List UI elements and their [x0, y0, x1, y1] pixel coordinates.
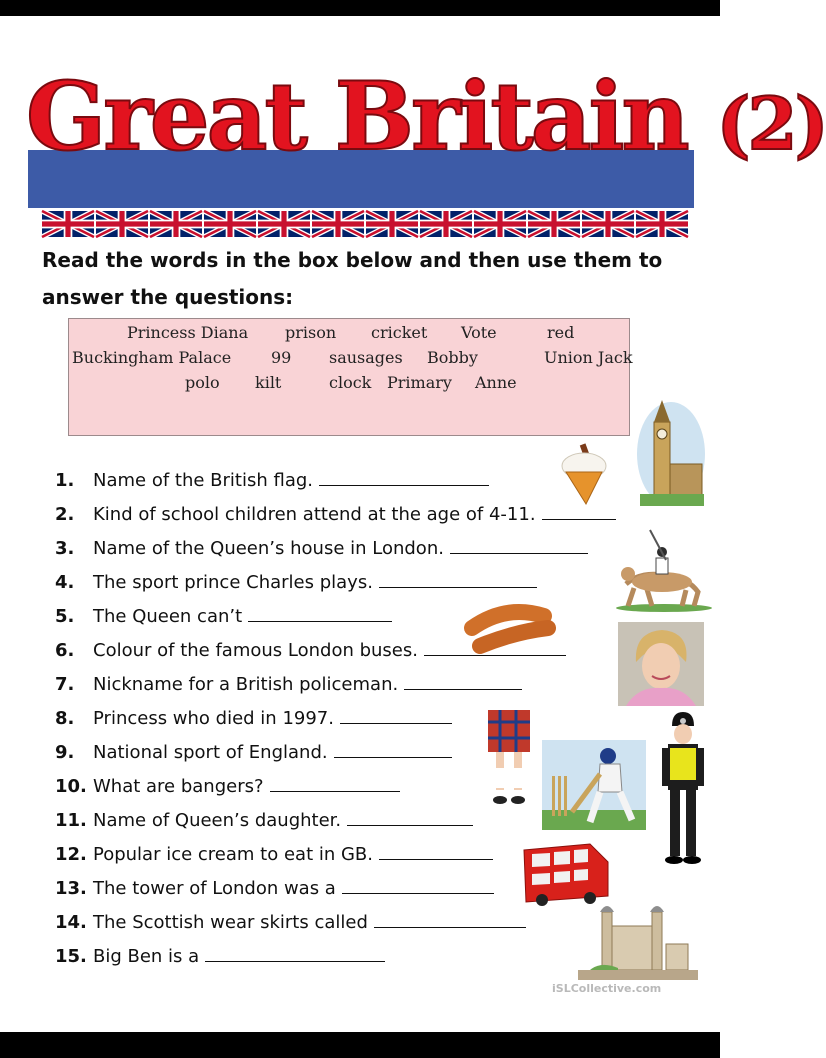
union-jack-flag-icon: [312, 210, 364, 238]
answer-blank[interactable]: [379, 586, 537, 588]
answer-blank[interactable]: [379, 858, 493, 860]
word-box-item: 99: [271, 348, 292, 367]
union-jack-flag-icon: [42, 210, 94, 238]
union-jack-flag-icon: [204, 210, 256, 238]
question-number: 11.: [55, 810, 87, 831]
ice-cream-cone-icon: [560, 442, 610, 506]
union-jack-flag-icon: [474, 210, 526, 238]
answer-blank[interactable]: [342, 892, 494, 894]
answer-blank[interactable]: [334, 756, 452, 758]
top-black-bar: [0, 0, 720, 16]
question-row: [55, 470, 489, 491]
question-text: Princess who died in 1997.: [93, 708, 334, 729]
princess-diana-photo: [618, 622, 704, 706]
instructions: Read the words in the box below and then use them to answer the questions:: [42, 248, 663, 309]
question-row: [55, 674, 522, 695]
union-jack-flag-icon: [150, 210, 202, 238]
question-number: 13.: [55, 878, 87, 899]
question-text: Nickname for a British policeman.: [93, 674, 399, 695]
answer-blank[interactable]: [319, 484, 489, 486]
question-row: [55, 538, 588, 559]
word-box-item: polo: [185, 373, 220, 392]
cricket-player-icon: [542, 740, 646, 830]
credit-watermark: iSLCollective.com: [552, 982, 662, 995]
union-jack-flag-row: [42, 210, 688, 238]
word-box-item: red: [547, 323, 575, 342]
question-row: [55, 844, 493, 865]
question-number: 3.: [55, 538, 75, 559]
word-box-item: Union Jack: [544, 348, 633, 367]
word-box-item: Buckingham Palace: [72, 348, 232, 367]
question-text: Big Ben is a: [93, 946, 200, 967]
question-text: National sport of England.: [93, 742, 328, 763]
word-box-item: Anne: [475, 373, 517, 392]
question-number: 8.: [55, 708, 75, 729]
question-text: The Scottish wear skirts called: [93, 912, 368, 933]
union-jack-flag-icon: [582, 210, 634, 238]
answer-blank[interactable]: [404, 688, 522, 690]
union-jack-flag-icon: [636, 210, 688, 238]
union-jack-flag-icon: [258, 210, 310, 238]
question-number: 2.: [55, 504, 75, 525]
word-box-item: clock: [329, 373, 372, 392]
question-number: 10.: [55, 776, 87, 797]
answer-blank[interactable]: [424, 654, 566, 656]
answer-blank[interactable]: [248, 620, 392, 622]
sausages-icon: [466, 606, 556, 654]
question-row: [55, 776, 400, 797]
word-box-item: cricket: [371, 323, 428, 342]
union-jack-flag-icon: [420, 210, 472, 238]
question-number: 7.: [55, 674, 75, 695]
question-number: 12.: [55, 844, 87, 865]
question-text: Kind of school children attend at the age of 4-11.: [93, 504, 536, 525]
word-box-item: sausages: [329, 348, 403, 367]
question-text: Name of the British flag.: [93, 470, 313, 491]
word-box: [68, 318, 633, 436]
title-number: (2): [716, 81, 826, 166]
word-box-item: prison: [285, 323, 337, 342]
question-row: [55, 742, 452, 763]
kilt-icon: [486, 708, 532, 806]
question-row: [55, 810, 473, 831]
answer-blank[interactable]: [205, 960, 385, 962]
question-row: [55, 946, 385, 967]
word-box-item: Princess Diana: [127, 323, 249, 342]
question-text: Popular ice cream to eat in GB.: [93, 844, 373, 865]
question-text: The tower of London was a: [93, 878, 336, 899]
answer-blank[interactable]: [374, 926, 526, 928]
answer-blank[interactable]: [347, 824, 473, 826]
word-box-item: Primary: [387, 373, 452, 392]
question-row: [55, 572, 537, 593]
polo-player-icon: [612, 526, 714, 612]
word-box-item: kilt: [255, 373, 282, 392]
union-jack-flag-icon: [366, 210, 418, 238]
union-jack-flag-icon: [96, 210, 148, 238]
union-jack-flag-icon: [528, 210, 580, 238]
question-text: What are bangers?: [93, 776, 264, 797]
question-row: [55, 878, 494, 899]
big-ben-icon: [636, 394, 706, 512]
question-text: Colour of the famous London buses.: [93, 640, 418, 661]
title-main: Great Britain: [26, 62, 687, 172]
answer-blank[interactable]: [542, 518, 616, 520]
question-number: 9.: [55, 742, 75, 763]
question-row: [55, 504, 616, 525]
word-box-item: Bobby: [427, 348, 478, 367]
word-box-item: Vote: [461, 323, 497, 342]
question-number: 5.: [55, 606, 75, 627]
question-text: Name of Queen’s daughter.: [93, 810, 342, 831]
question-number: 14.: [55, 912, 87, 933]
question-number: 1.: [55, 470, 75, 491]
policeman-icon: [660, 712, 706, 866]
question-text: The Queen can’t: [93, 606, 243, 627]
answer-blank[interactable]: [450, 552, 588, 554]
question-text: The sport prince Charles plays.: [93, 572, 373, 593]
question-number: 6.: [55, 640, 75, 661]
bottom-black-bar: [0, 1032, 720, 1058]
question-number: 4.: [55, 572, 75, 593]
question-text: Name of the Queen’s house in London.: [93, 538, 444, 559]
page-title: [26, 62, 826, 179]
tower-of-london-icon: [578, 896, 698, 980]
question-number: 15.: [55, 946, 87, 967]
question-row: [55, 912, 526, 933]
question-row: [55, 708, 452, 729]
answer-blank[interactable]: [270, 790, 400, 792]
question-row: [55, 606, 392, 627]
answer-blank[interactable]: [340, 722, 452, 724]
